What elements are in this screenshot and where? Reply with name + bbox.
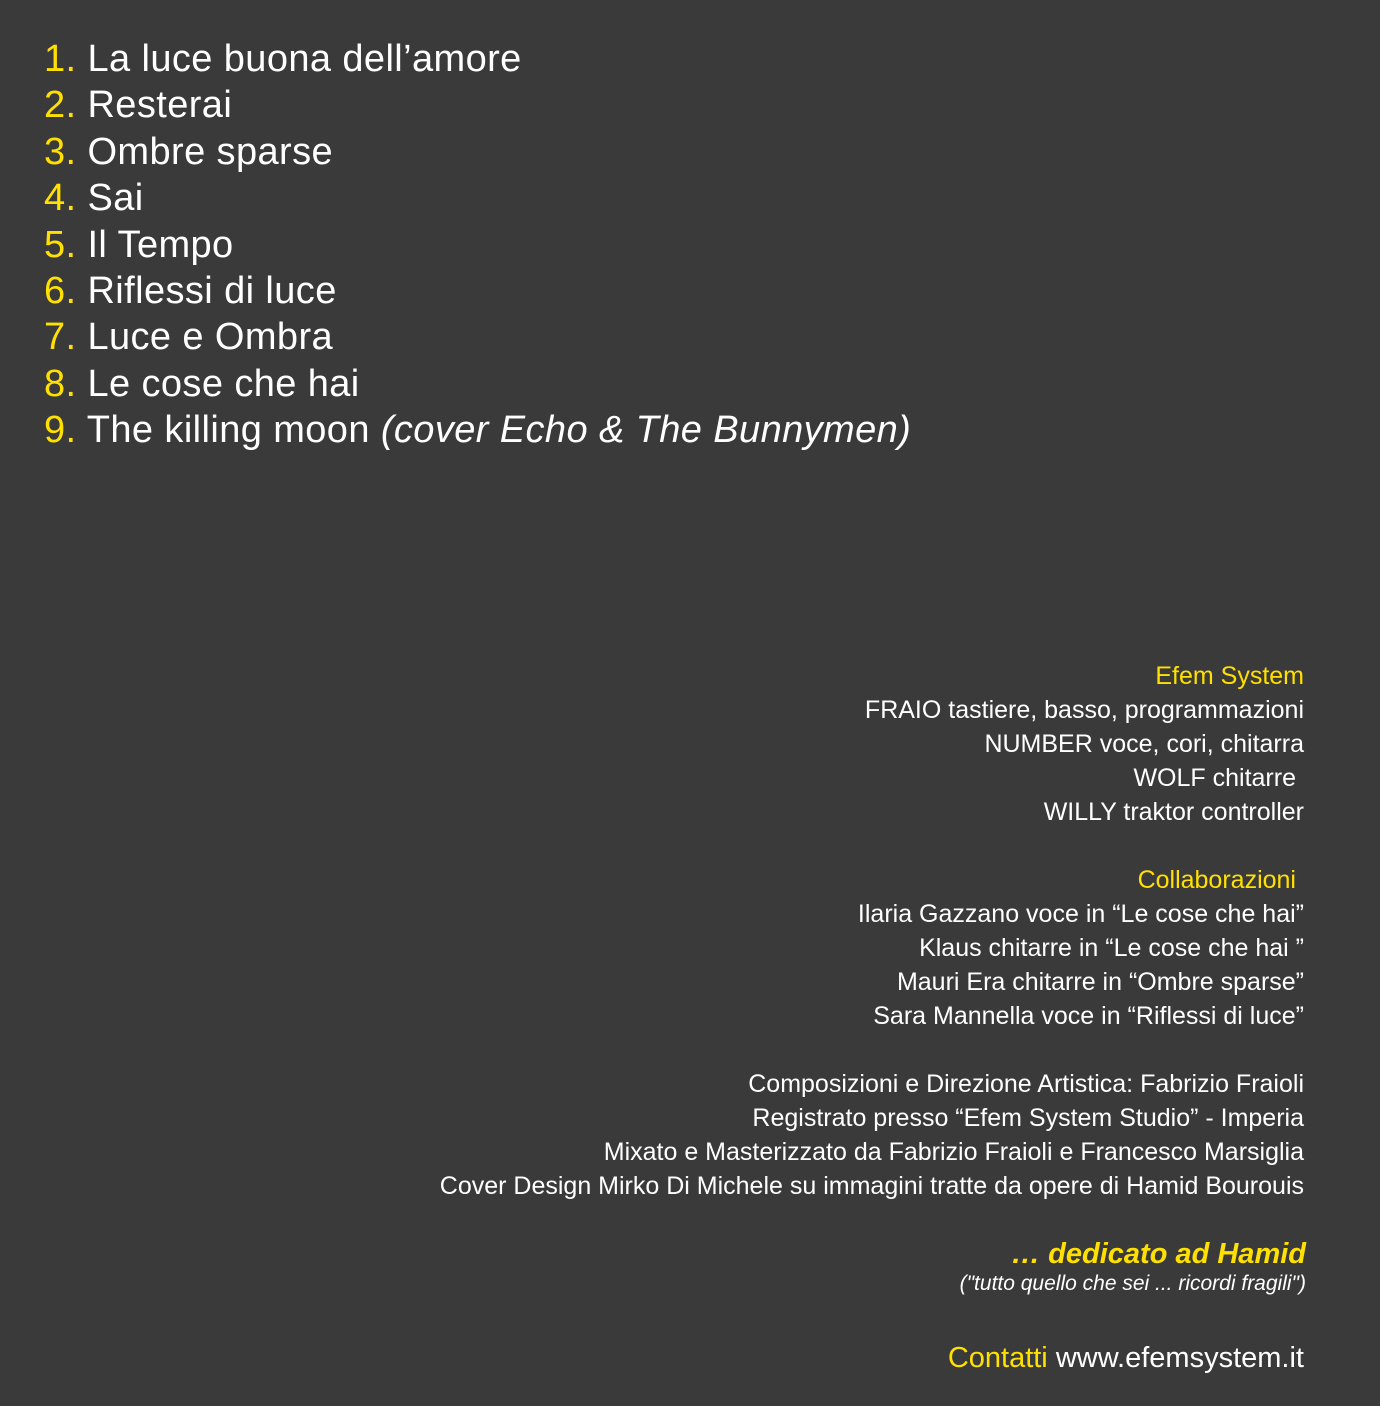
dedication-quote: ("tutto quello che sei ... ricordi fragili") [959,1272,1306,1295]
track-title: La luce buona dell’amore [87,38,522,80]
track-number: 2. [44,84,77,127]
track-title: Il Tempo [87,223,234,266]
collaboration-item: Mauri Era chitarre in “Ombre sparse” [896,968,1304,996]
track-title: Resterai [87,84,233,127]
production-item: Registrato presso “Efem System Studio” - Imperia [752,1104,1304,1132]
member-name: NUMBER [984,730,1093,758]
dedication-block [960,1236,1306,1296]
member-name: WOLF [1133,764,1206,792]
contacts-url[interactable]: www.efemsystem.it [1055,1342,1304,1374]
track-number: 6. [44,270,77,313]
spacer [440,829,1304,863]
contacts [948,1340,1304,1376]
production-item: Mixato e Masterizzato da Fabrizio Fraioli e Francesco Marsiglia [603,1138,1304,1166]
production-item: Composizioni e Direzione Artistica: Fabrizio Fraioli [748,1070,1304,1098]
collaborations-title: Collaborazioni [1137,866,1296,894]
track-number: 3. [44,130,77,173]
track-number: 1. [44,38,77,80]
credits [440,659,1304,1203]
track-item [44,36,911,82]
member-role: voce, cori, chitarra [1099,730,1304,758]
collaboration-item: Ilaria Gazzano voce in “Le cose che hai” [857,900,1304,928]
track-title: Luce e Ombra [87,316,334,359]
track-title: Sai [87,177,144,220]
track-note: (cover Echo & The Bunnymen) [380,409,912,452]
contacts-label: Contatti [947,1342,1048,1374]
member-role: chitarre [1212,764,1296,792]
track-title: Le cose che hai [87,362,360,405]
track-item [44,268,911,314]
band-member [440,761,1304,795]
track-item [44,175,911,221]
track-number: 7. [44,316,77,359]
member-role: tastiere, basso, programmazioni [948,696,1304,724]
track-item [44,129,911,175]
track-item [44,407,911,453]
collaboration-item: Klaus chitarre in “Le cose che hai ” [919,934,1304,962]
track-item [44,222,911,268]
band-member [440,693,1304,727]
track-item [44,361,911,407]
track-number: 9. [44,409,77,452]
track-title: The killing moon [86,409,370,452]
track-number: 8. [44,362,77,405]
member-role: traktor controller [1123,798,1304,826]
band-title: Efem System [1155,662,1304,690]
track-number: 5. [44,223,77,266]
member-name: FRAIO [864,696,942,724]
member-name: WILLY [1043,798,1117,826]
track-number: 4. [44,177,77,220]
tracklist [44,36,911,454]
production-item: Cover Design Mirko Di Michele su immagini tratte da opere di Hamid Bourouis [439,1172,1304,1200]
track-item [44,314,911,360]
collaboration-item: Sara Mannella voce in “Riflessi di luce” [873,1002,1304,1030]
spacer [440,1033,1304,1067]
track-item [44,82,911,128]
track-title: Ombre sparse [87,130,334,173]
dedication: … dedicato ad Hamid [1011,1238,1306,1270]
band-member [440,727,1304,761]
track-title: Riflessi di luce [87,270,337,313]
band-member [440,795,1304,829]
